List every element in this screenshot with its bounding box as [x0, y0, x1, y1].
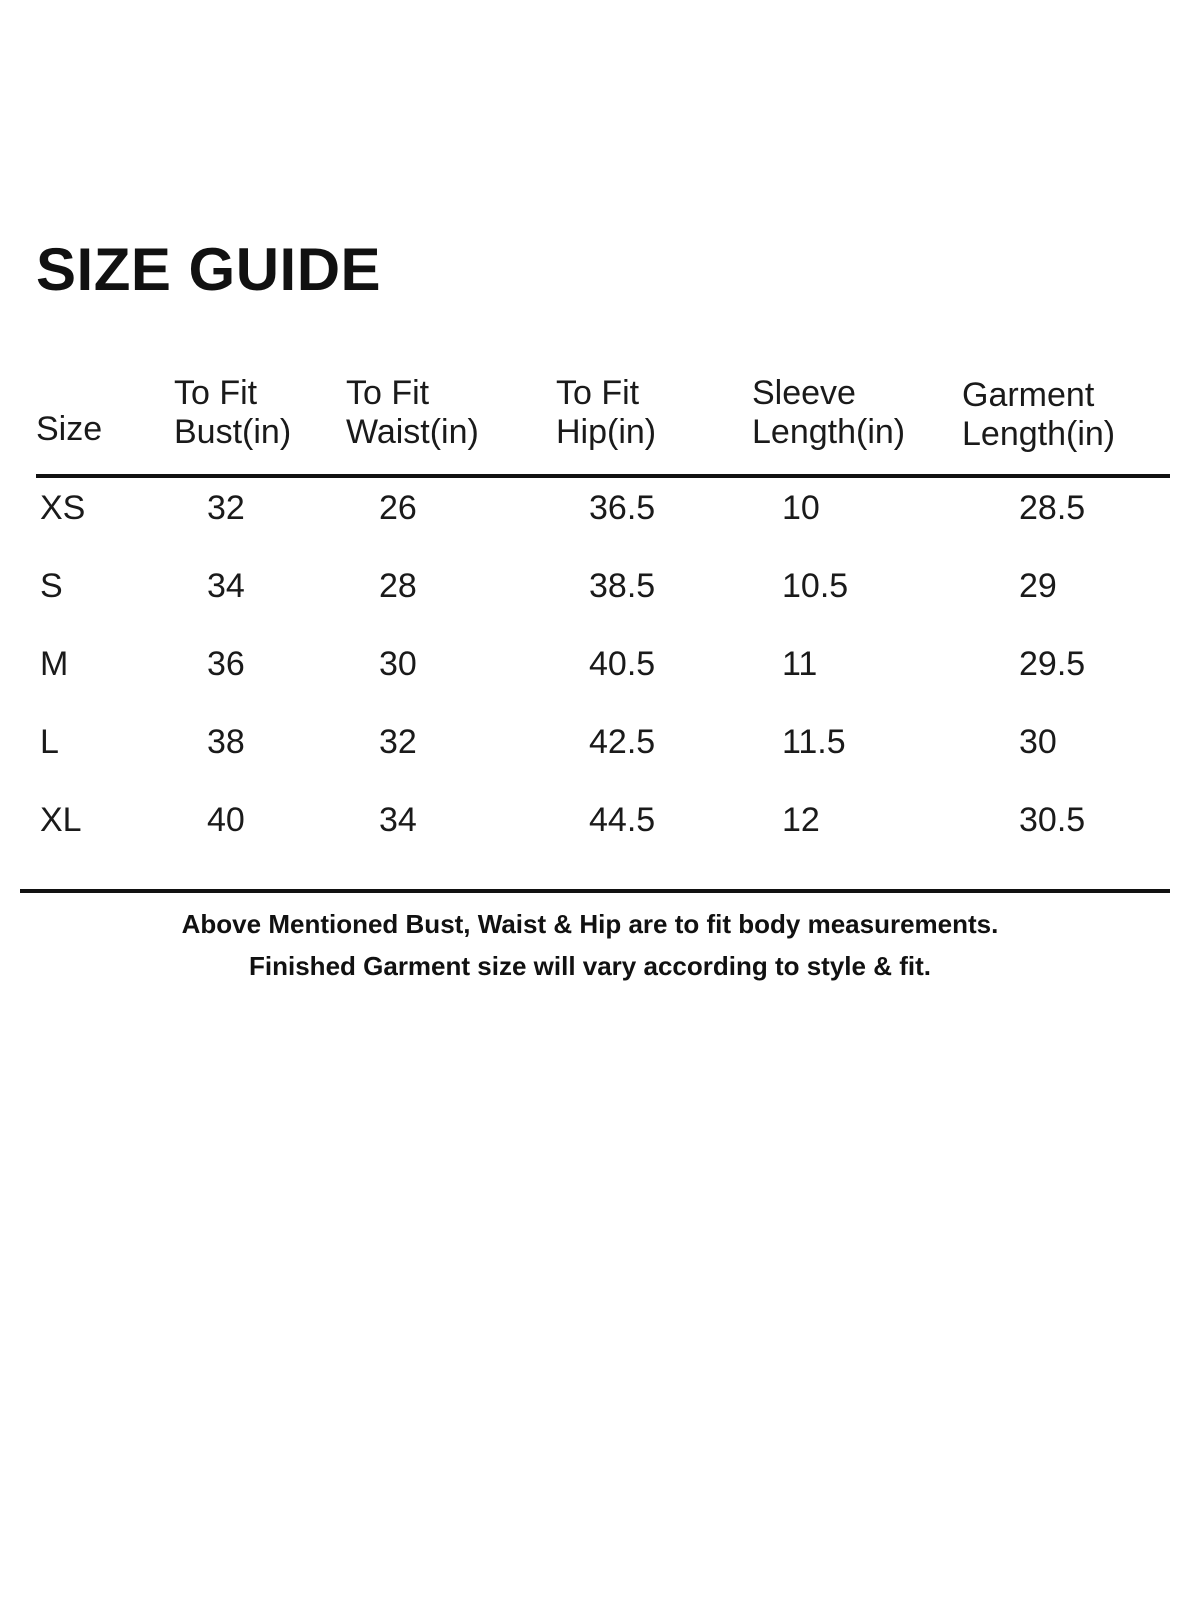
- cell-xl-size: XL: [40, 801, 82, 839]
- cell-l-garment: 30: [1019, 723, 1057, 761]
- cell-m-hip: 40.5: [589, 645, 656, 683]
- cell-l-sleeve: 11.5: [782, 723, 846, 761]
- cell-s-hip: 38.5: [589, 567, 656, 605]
- header-hip-line2: Hip(in): [556, 413, 657, 451]
- cell-xs-garment: 28.5: [1019, 489, 1086, 527]
- cell-l-hip: 42.5: [589, 723, 656, 761]
- header-waist-line1: To Fit: [346, 374, 430, 412]
- header-sleeve-line1: Sleeve: [752, 374, 856, 412]
- footnote-line-1: Above Mentioned Bust, Waist & Hip are to fit body measurements.: [181, 909, 999, 939]
- header-waist: [346, 374, 479, 452]
- footer-divider: [20, 889, 1170, 893]
- cell-l-size: L: [40, 723, 59, 761]
- page-title: SIZE GUIDE: [36, 236, 382, 303]
- cell-m-sleeve: 11: [782, 645, 818, 683]
- cell-m-waist: 30: [379, 645, 417, 683]
- cell-xl-waist: 34: [379, 801, 417, 839]
- cell-s-sleeve: 10.5: [782, 567, 849, 605]
- header-waist-line2: Waist(in): [346, 413, 479, 451]
- header-sleeve-line2: Length(in): [752, 413, 906, 451]
- cell-xl-sleeve: 12: [782, 801, 820, 839]
- cell-l-bust: 38: [207, 723, 245, 761]
- header-divider: [36, 474, 1170, 478]
- cell-xs-sleeve: 10: [782, 489, 820, 527]
- header-hip: [556, 374, 656, 452]
- header-bust-line2: Bust(in): [174, 413, 292, 451]
- header-hip-line1: To Fit: [556, 374, 640, 412]
- cell-m-bust: 36: [207, 645, 245, 683]
- cell-s-bust: 34: [207, 567, 245, 605]
- footnote-line-2: Finished Garment size will vary according to style & fit.: [249, 951, 931, 981]
- cell-xs-waist: 26: [379, 489, 417, 527]
- header-bust: [174, 374, 291, 452]
- header-garment-line2: Length(in): [962, 415, 1116, 453]
- header-garment: [962, 376, 1115, 454]
- cell-xl-garment: 30.5: [1019, 801, 1086, 839]
- cell-xs-bust: 32: [207, 489, 245, 527]
- cell-m-size: M: [40, 645, 69, 683]
- header-size: [36, 410, 102, 449]
- cell-s-size: S: [40, 567, 63, 605]
- header-size-label: Size: [36, 410, 103, 448]
- cell-m-garment: 29.5: [1019, 645, 1086, 683]
- cell-s-garment: 29: [1019, 567, 1057, 605]
- cell-s-waist: 28: [379, 567, 417, 605]
- cell-xs-size: XS: [40, 489, 86, 527]
- cell-xl-bust: 40: [207, 801, 245, 839]
- header-bust-line1: To Fit: [174, 374, 258, 412]
- header-garment-line1: Garment: [962, 376, 1095, 414]
- cell-xs-hip: 36.5: [589, 489, 656, 527]
- cell-xl-hip: 44.5: [589, 801, 656, 839]
- cell-l-waist: 32: [379, 723, 417, 761]
- header-sleeve: [752, 374, 905, 452]
